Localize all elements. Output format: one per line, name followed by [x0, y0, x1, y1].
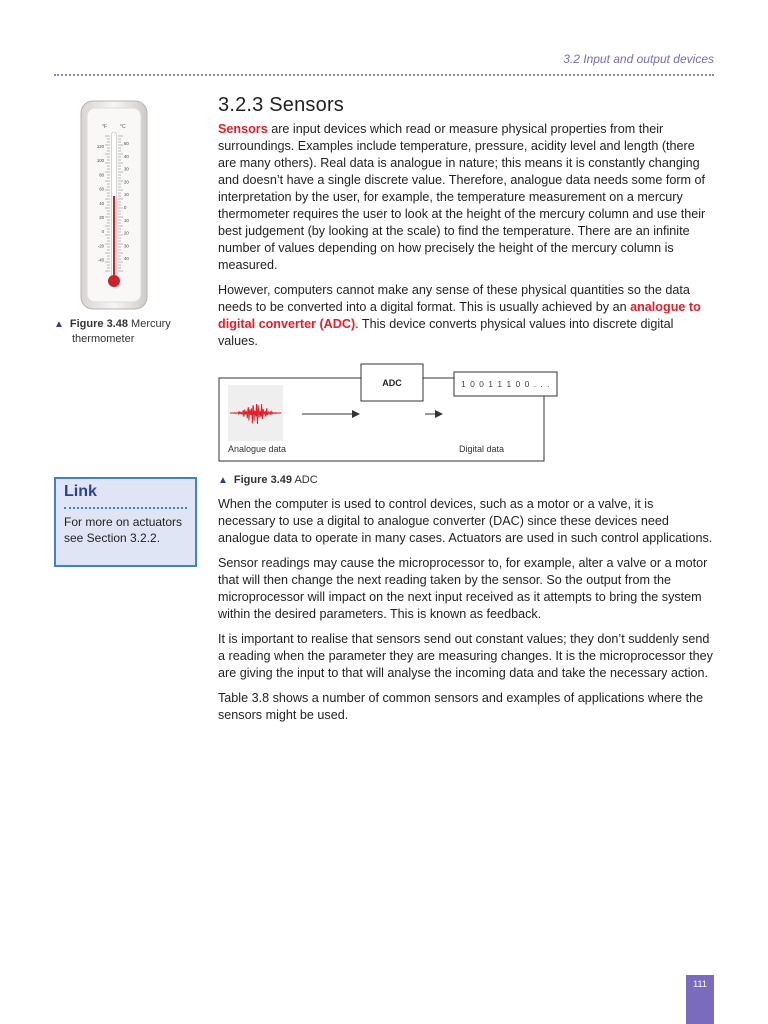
paragraph-2-start: However, computers cannot make any sense of these physical quantities so the data needs to be converted into a digital format. This is usually achieved by an: [218, 283, 690, 314]
digital-data-label: Digital data: [459, 444, 505, 454]
paragraph-1: [218, 121, 714, 274]
fahrenheit-tick-label: -40: [97, 257, 104, 263]
adc-box-label: ADC: [382, 378, 402, 388]
fahrenheit-tick-label: 120: [96, 144, 104, 149]
thermometer-illustration: [80, 100, 148, 310]
main-content: [218, 94, 714, 358]
caption-triangle-icon: ▲: [54, 319, 64, 330]
celsius-tick-label: 0: [124, 205, 127, 210]
mercury-bulb: [108, 275, 120, 287]
fahrenheit-tick-label: 80: [99, 172, 104, 178]
figure-text: ADC: [294, 474, 318, 486]
paragraph-5: It is important to realise that sensors send out constant values; they don’t suddenly send a reading when the parameter they are measuring changes. It is the microprocessor they are giving the input to that will analyse the incoming data and take the necessary action.: [218, 632, 713, 680]
celsius-tick-label: 20: [124, 179, 129, 185]
keyword-adc: analogue to digital converter (ADC): [218, 300, 701, 331]
figure-text: Mercury: [131, 318, 171, 330]
paragraph-4: Sensor readings may cause the microprocessor to, for example, alter a valve or a motor that will then change the next reading taken by the sensor. So the output from the microprocessor will impact on the next input received as it attempts to bring the system within the desired parameters. This is known as feedback.: [218, 556, 708, 621]
fahrenheit-tick-label: -20: [97, 243, 104, 249]
figure-text-line2: thermometer: [72, 333, 135, 345]
paragraph-6: Table 3.8 shows a number of common sensors and examples of applications where the sensors might be used.: [218, 691, 704, 722]
analogue-data-label: Analogue data: [228, 444, 287, 454]
paragraph-2-end: . This device converts physical values into discrete digital values.: [218, 317, 674, 348]
unit-f-label: °F: [102, 124, 108, 130]
adc-diagram-svg: [218, 362, 560, 464]
page-number: 111: [693, 979, 707, 989]
link-box: [54, 477, 197, 567]
celsius-tick-label: 10: [124, 192, 129, 198]
celsius-tick-label: 30: [124, 243, 129, 249]
thermometer-svg: [80, 100, 148, 310]
link-box-text: For more on actuators see Section 3.2.2.: [64, 515, 183, 545]
section-title: 3.2.3 Sensors: [218, 94, 345, 116]
celsius-tick-label: 50: [124, 141, 129, 146]
main-content-continued: [218, 496, 714, 732]
fahrenheit-tick-label: 100: [96, 158, 104, 164]
running-head: 3.2 Input and output devices: [563, 52, 714, 66]
figure-3-49-caption: [218, 473, 318, 488]
adc-diagram: [218, 362, 560, 464]
figure-3-48-caption: [54, 317, 194, 347]
celsius-tick-label: 40: [124, 153, 129, 159]
fahrenheit-tick-label: 20: [99, 215, 104, 220]
paragraph-3: When the computer is used to control devices, such as a motor or a valve, it is necessary to use a digital to analogue converter (DAC) since these devices need analogue data to operate in many cases. Actuators are used in such control applications.: [218, 497, 713, 545]
fahrenheit-tick-label: 40: [99, 200, 104, 206]
link-box-divider: [64, 507, 187, 509]
mercury-column: [113, 196, 115, 282]
paragraph-1-text: are input devices which read or measure physical properties from their surroundings. Examples include temperature, pressure, acidity level and length (there are many others). Real data is analogue in nature; this means it is constantly changing and doesn’t have a single discrete value. Therefore, analogue data needs some form of interpretation by the user, for example, the temperature measurement on a mercury thermometer requires the user to look at the height of the mercury column and use their best judgement (by looking at the scale) to find the temperature. There are an infinite number of values depending on how precisely the height of the mercury column is measured.: [218, 122, 706, 272]
celsius-tick-label: 40: [124, 256, 129, 262]
figure-label: Figure 3.48: [69, 318, 128, 330]
caption-triangle-icon: ▲: [218, 475, 228, 486]
digital-output-value: 1 0 0 1 1 1 0 0 . . .: [461, 379, 551, 389]
celsius-tick-label: 20: [124, 230, 129, 236]
celsius-tick-label: 30: [124, 166, 129, 172]
figure-label: Figure 3.49: [233, 474, 292, 486]
fahrenheit-tick-label: 0: [101, 229, 104, 235]
keyword-sensors: Sensors: [218, 122, 268, 136]
unit-c-label: °C: [120, 124, 126, 130]
fahrenheit-tick-label: 60: [99, 186, 104, 192]
header-divider: [54, 74, 714, 76]
link-box-title: Link: [64, 483, 97, 500]
celsius-tick-label: 10: [124, 217, 129, 223]
page-number-tab: [686, 975, 714, 1024]
paragraph-2: [218, 282, 714, 350]
